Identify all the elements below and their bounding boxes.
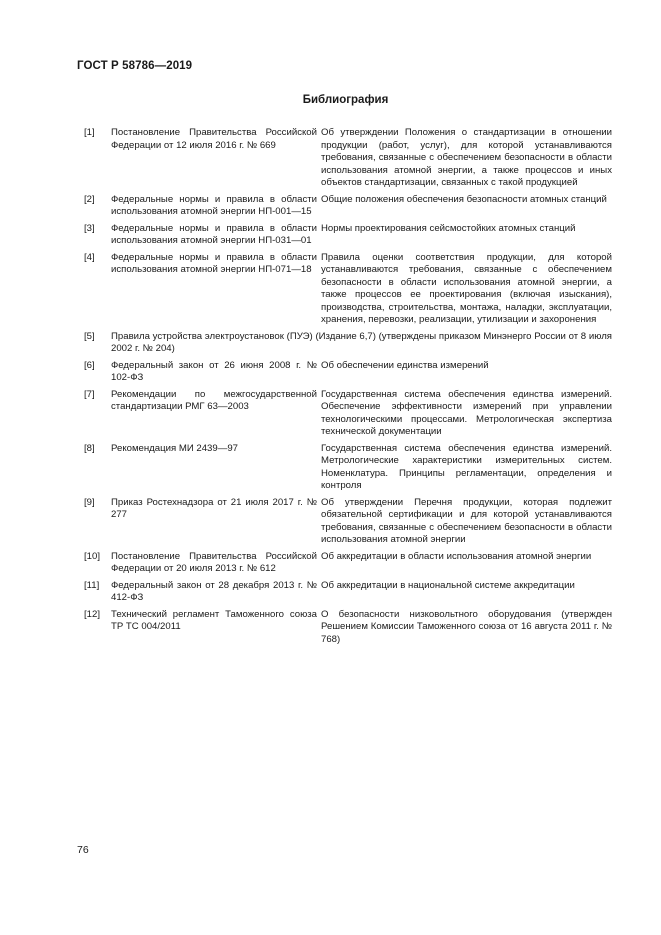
- entry-number: [11]: [84, 579, 100, 591]
- entry-number: [5]: [84, 330, 95, 342]
- entry-title: Об аккредитации в национальной системе аккредитации: [321, 579, 575, 591]
- bibliography-entry: [84, 609, 612, 647]
- entry-number: [12]: [84, 608, 101, 620]
- entry-number: [4]: [84, 251, 95, 263]
- entry-title: О безопасности низковольтного оборудования (утвержден Решением Комиссии Таможенного союза от 16 августа 2011 г. № 768): [321, 608, 612, 645]
- page-number: 76: [77, 844, 89, 856]
- bibliography-entry: [84, 580, 612, 605]
- entry-source: Федеральные нормы и правила в области использования атомной энергии НП-071—18: [111, 251, 317, 275]
- entry-source: Федеральные нормы и правила в области использования атомной энергии НП-001—15: [111, 193, 317, 217]
- entry-title: Государственная система обеспечения единства измерений. Метрологические характеристики измерительных систем. Номенклатура. Принципы регламентации, определения и контроля: [321, 442, 612, 491]
- entry-source: Федеральные нормы и правила в области использования атомной энергии НП-031—01: [111, 222, 317, 246]
- bibliography-entry: [84, 497, 612, 547]
- bibliography-entry: [84, 443, 612, 493]
- entry-source: Федеральный закон от 28 декабря 2013 г. № 412-ФЗ: [111, 579, 317, 603]
- bibliography-entry: [84, 331, 612, 356]
- entry-title: Нормы проектирования сейсмостойких атомных станций: [321, 222, 576, 234]
- bibliography-entry: [84, 127, 612, 190]
- entry-source: Рекомендации по межгосударственной стандартизации РМГ 63—2003: [111, 388, 317, 412]
- bibliography-entry: [84, 194, 612, 219]
- entry-source: Приказ Ростехнадзора от 21 июля 2017 г. № 277: [111, 496, 317, 520]
- entry-number: [9]: [84, 496, 95, 508]
- entry-title: Об аккредитации в области использования атомной энергии: [321, 550, 592, 562]
- entry-title: Об утверждении Положения о стандартизации в отношении продукции (работ, услуг), для которой устанавливаются требования, связанные с обеспечением безопасности в области использования атомной энергии, а также процессов и иных объектов стандартизации, связанных с такой продукцией: [321, 127, 612, 188]
- entry-source: Федеральный закон от 26 июня 2008 г. № 102-ФЗ: [111, 359, 317, 383]
- entry-full-text: Правила устройства электроустановок (ПУЭ) (Издание 6,7) (утверждены приказом Минэнерго России от 8 июля 2002 г. № 204): [111, 330, 612, 354]
- entry-number: [2]: [84, 193, 95, 205]
- entry-number: [7]: [84, 388, 95, 400]
- entry-title: Об утверждении Перечня продукции, которая подлежит обязательной сертификации и для которой устанавливаются требования, связанные с обеспечением безопасности в области использования атомной энергии: [321, 496, 612, 545]
- entry-number: [1]: [84, 127, 95, 138]
- entry-title: Государственная система обеспечения единства измерений. Обеспечение эффективности измерений при управлении технологическими процессами. Метрологическая экспертиза технической документации: [321, 388, 612, 437]
- bibliography-entry: [84, 360, 612, 385]
- entry-title: Об обеспечении единства измерений: [321, 359, 489, 371]
- entry-source: Постановление Правительства Российской Федерации от 20 июля 2013 г. № 612: [111, 550, 317, 574]
- section-title: Библиография: [302, 94, 389, 106]
- bibliography-entry: [84, 252, 612, 327]
- bibliography-entry: [84, 389, 612, 439]
- bibliography-entry: [84, 551, 612, 576]
- bibliography-list: [84, 127, 612, 650]
- entry-source: Рекомендация МИ 2439—97: [111, 442, 238, 454]
- bibliography-entry: [84, 223, 612, 248]
- entry-source: Технический регламент Таможенного союза ТР ТС 004/2011: [111, 608, 317, 632]
- entry-number: [3]: [84, 222, 95, 234]
- entry-number: [6]: [84, 359, 95, 371]
- entry-source: Постановление Правительства Российской Федерации от 12 июля 2016 г. № 669: [111, 127, 317, 151]
- entry-title: Общие положения обеспечения безопасности атомных станций: [321, 193, 607, 205]
- entry-number: [8]: [84, 442, 95, 454]
- entry-title: Правила оценки соответствия продукции, для которой устанавливаются требования, связанные с обеспечением безопасности в области использования атомной энергии, а также процессов ее проектирования (включая изыскания), производства, строительства, монтажа, наладки, эксплуатации, хранения, перевозки, реализации, утилизации и захоронения: [321, 251, 612, 325]
- entry-number: [10]: [84, 550, 101, 562]
- document-header: ГОСТ Р 58786—2019: [77, 60, 193, 72]
